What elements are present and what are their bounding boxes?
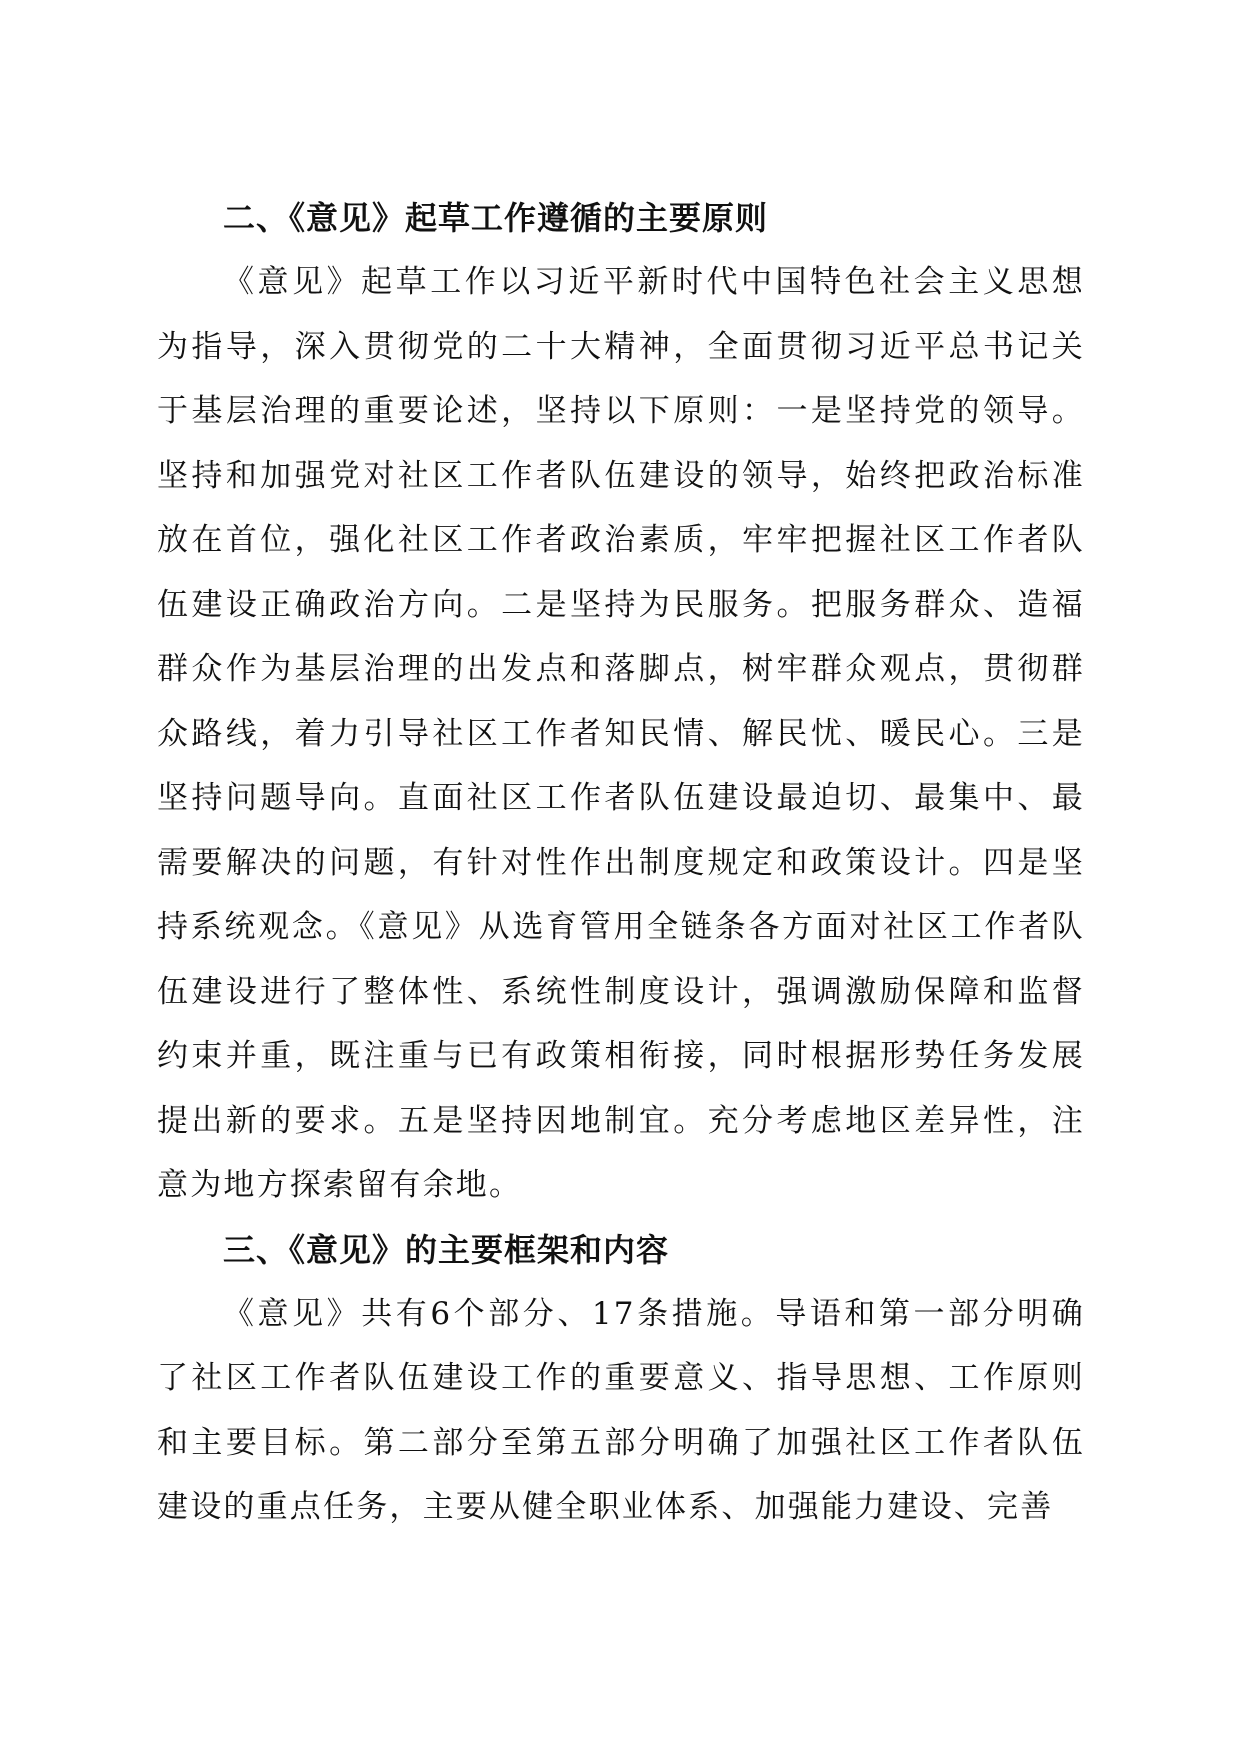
section-paragraph-principles: 《意见》起草工作以习近平新时代中国特色社会主义思想为指导，深入贯彻党的二十大精神，全面贯彻习近平总书记关于基层治理的重要论述，坚持以下原则：一是坚持党的领导。坚持和加强党对社区工作者队伍建设的领导，始终把政治标准放在首位，强化社区工作者政治素质，牢牢把握社区工作者队伍建设正确政治方向。二是坚持为民服务。把服务群众、造福群众作为基层治理的出发点和落脚点，树牢群众观点，贯彻群众路线，着力引导社区工作者知民情、解民忧、暖民心。三是坚持问题导向。直面社区工作者队伍建设最迫切、最集中、最需要解决的问题，有针对性作出制度规定和政策设计。四是坚持系统观念。《意见》从选育管用全链条各方面对社区工作者队伍建设进行了整体性、系统性制度设计，强调激励保障和监督约束并重，既注重与已有政策相衔接，同时根据形势任务发展提出新的要求。五是坚持因地制宜。充分考虑地区差异性，注意为地方探索留有余地。 (157, 264, 1085, 1203)
section-principles (157, 186, 1085, 1218)
section-heading-principles: 二、《意见》起草工作遵循的主要原则 (223, 199, 769, 237)
document-page (157, 186, 1085, 1540)
section-heading-framework: 三、《意见》的主要框架和内容 (223, 1230, 670, 1269)
section-framework (157, 1218, 1085, 1540)
section-paragraph-framework: 《意见》共有6个部分、17条措施。导语和第一部分明确了社区工作者队伍建设工作的重要意义、指导思想、工作原则和主要目标。第二部分至第五部分明确了加强社区工作者队伍建设的重点任务，主要从健全职业体系、加强能力建设、完善 (157, 1295, 1085, 1525)
